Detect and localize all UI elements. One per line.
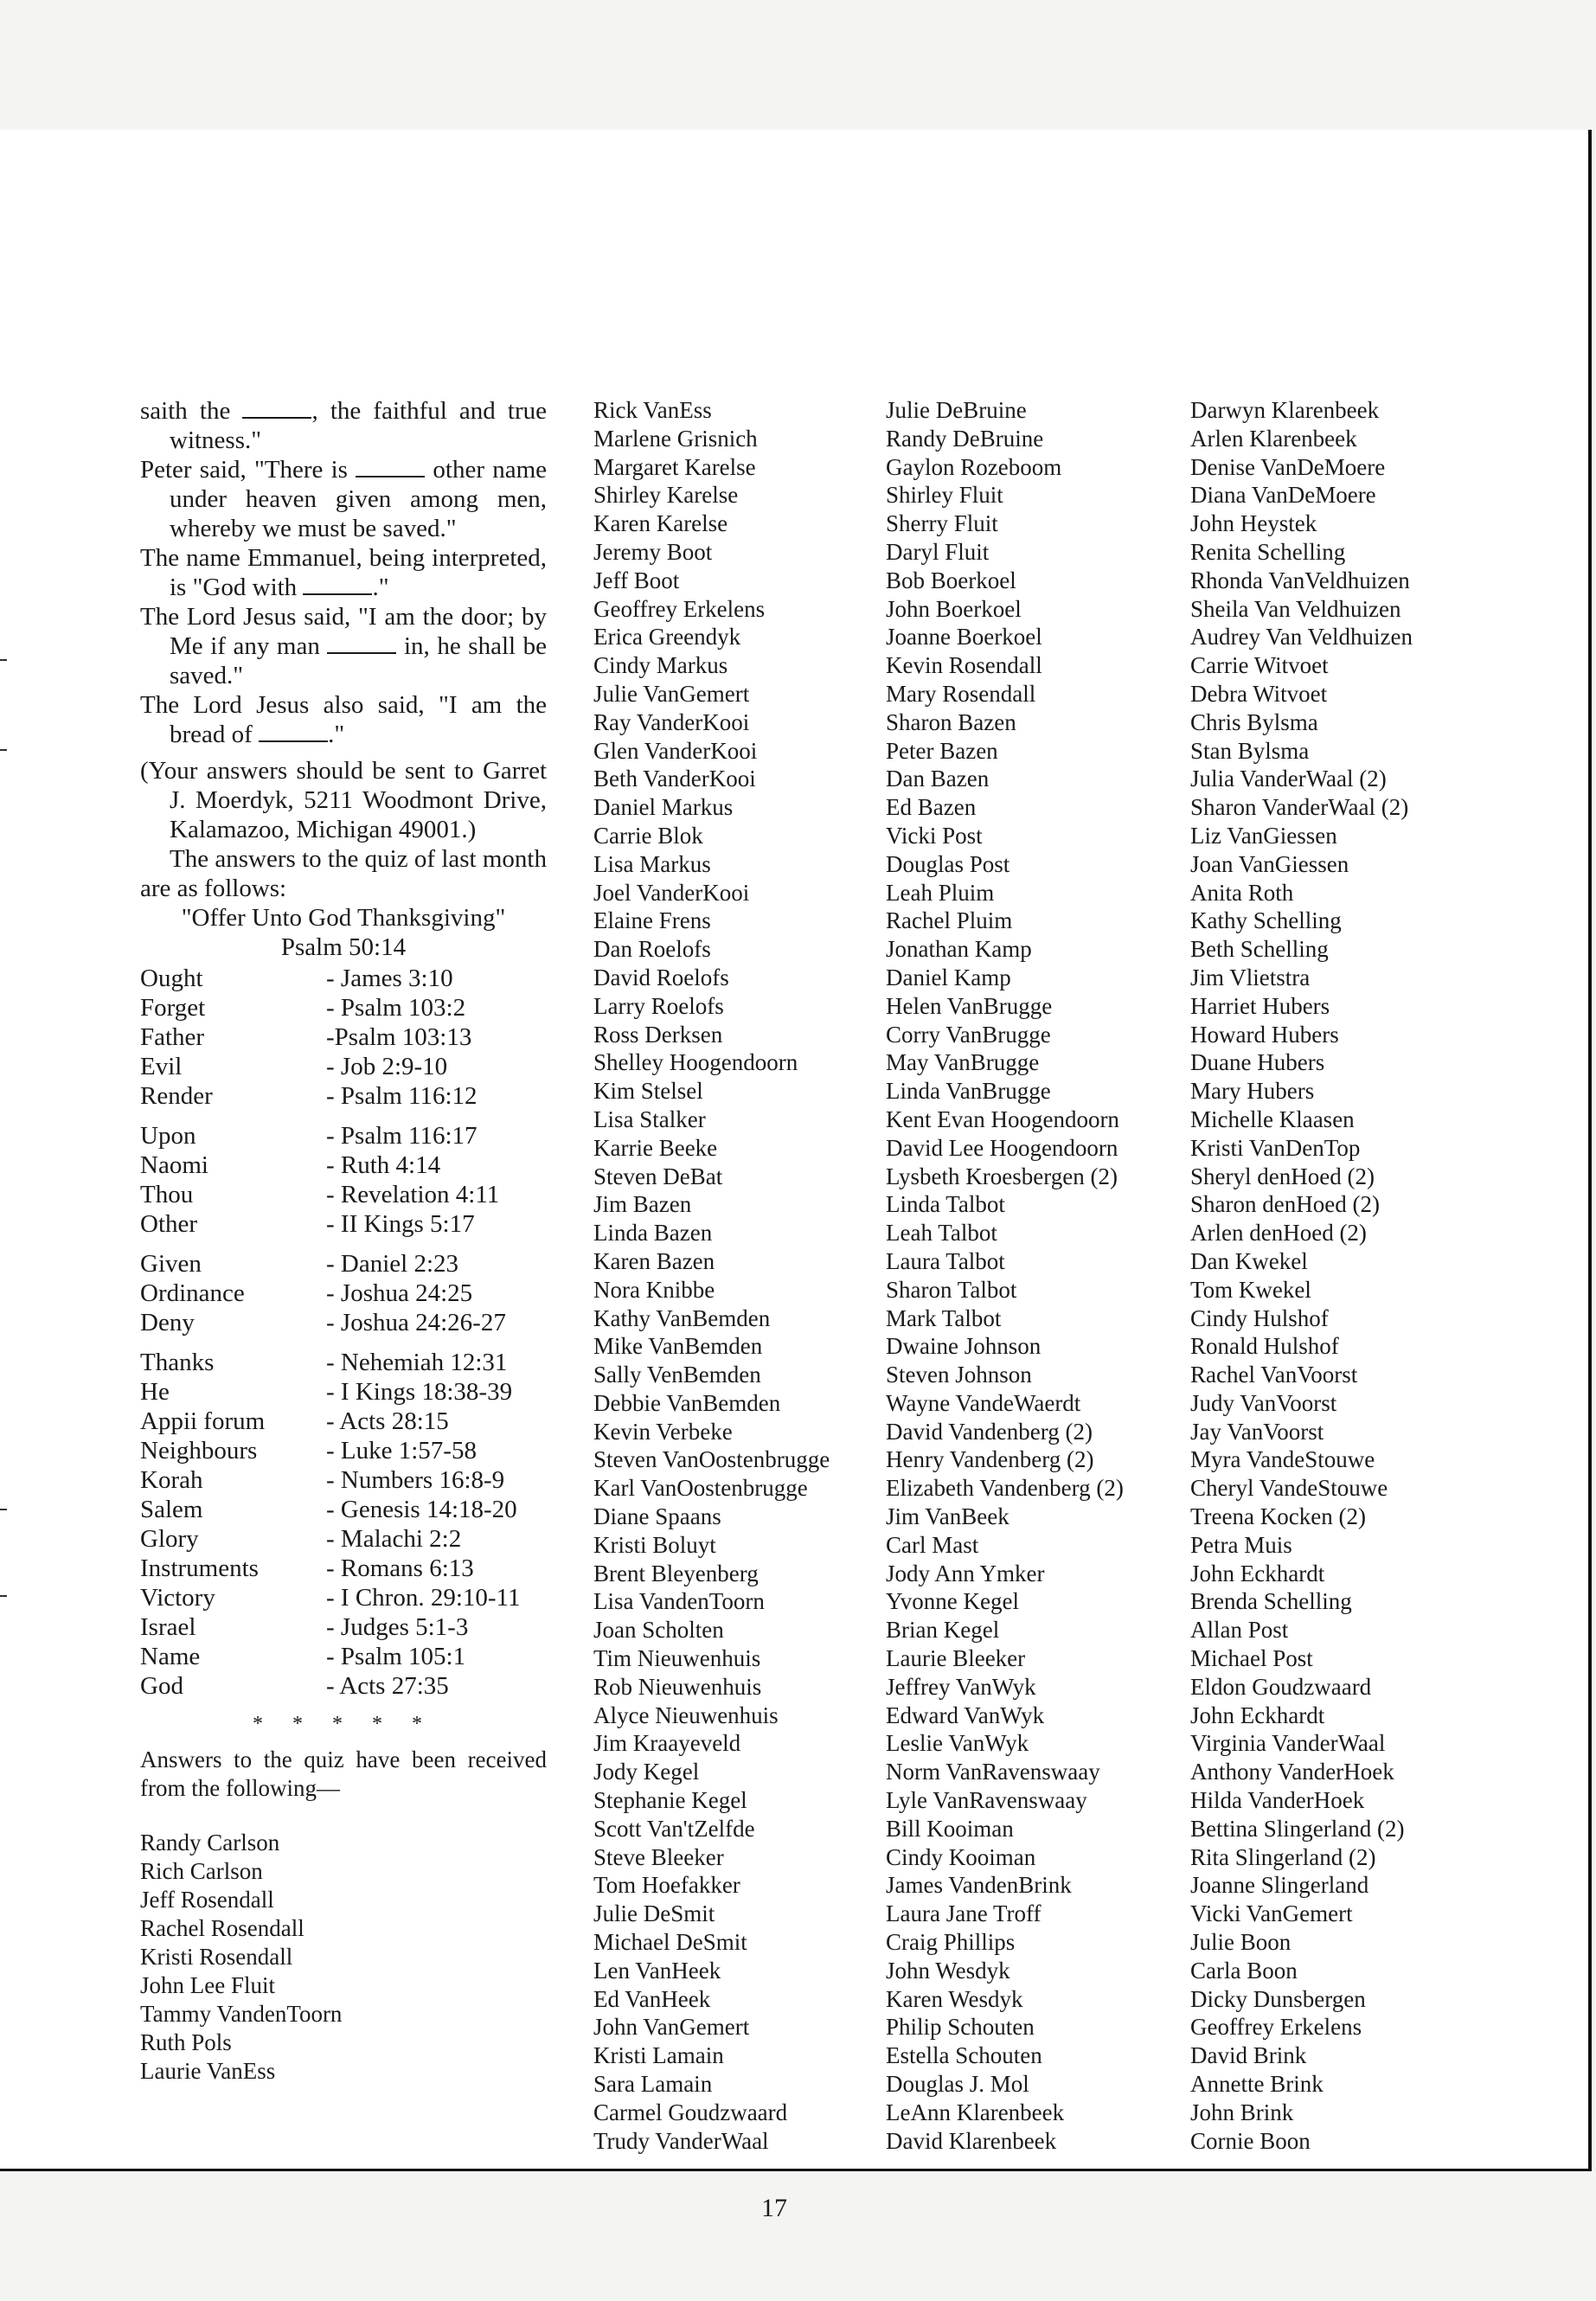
answer-word: Upon	[140, 1122, 196, 1150]
page	[0, 130, 1592, 2222]
respondent-name: Shirley Karelse	[593, 482, 739, 509]
respondent-name: Carla Boon	[1190, 1957, 1298, 1984]
respondent-name: Leslie VanWyk	[886, 1730, 1029, 1757]
answer-row	[140, 1279, 520, 1308]
respondent-name: Treena Kocken (2)	[1190, 1503, 1366, 1530]
respondent-name: David Brink	[1190, 2042, 1307, 2069]
respondent-name: Laura Jane Troff	[886, 1900, 1042, 1927]
respondent-name: Cindy Markus	[593, 652, 728, 679]
respondent-name: Kim Stelsel	[593, 1078, 703, 1105]
respondent-name: Marlene Grisnich	[593, 425, 758, 452]
respondent-name: John VanGemert	[593, 2014, 750, 2041]
respondent-name: Michelle Klaasen	[1190, 1106, 1355, 1132]
edge-mark	[0, 749, 7, 751]
answer-word: Thou	[140, 1181, 194, 1208]
answer-row	[140, 1249, 520, 1279]
respondent-name: Rich Carlson	[140, 1858, 263, 1884]
answer-reference: - Malachi 2:2	[326, 1525, 462, 1553]
answer-row	[140, 1052, 520, 1081]
respondent-name: Karen Bazen	[593, 1247, 715, 1274]
group-gap	[140, 1111, 520, 1121]
respondent-name: Corry VanBrugge	[886, 1021, 1051, 1048]
respondent-name: Tom Hoefakker	[593, 1872, 740, 1899]
answer-word: Forget	[140, 994, 206, 1022]
respondent-name: Kathy VanBemden	[593, 1304, 771, 1331]
respondent-name: Sheryl denHoed (2)	[1190, 1163, 1375, 1189]
respondent-name: Sharon VanderWaal (2)	[1190, 794, 1409, 821]
respondent-name: Sharon Talbot	[886, 1276, 1017, 1303]
respondent-name: Renita Schelling	[1190, 538, 1346, 565]
answer-reference: - Judges 5:1-3	[326, 1613, 469, 1641]
answer-word: Naomi	[140, 1151, 208, 1179]
respondent-name: Diane Spaans	[593, 1503, 721, 1530]
respondent-name: John Wesdyk	[886, 1957, 1010, 1984]
answer-row	[140, 1081, 520, 1111]
answer-reference: - Psalm 103:2	[326, 994, 466, 1022]
respondent-name: Randy Carlson	[140, 1830, 280, 1856]
respondent-name: Lisa Markus	[593, 850, 711, 877]
answer-row	[140, 993, 520, 1022]
respondent-name: Annette Brink	[1190, 2071, 1324, 2098]
respondent-name: Rachel Pluim	[886, 907, 1013, 934]
answer-word: Salem	[140, 1496, 203, 1523]
respondent-name: Henry Vandenberg (2)	[886, 1446, 1094, 1473]
quiz-instructions: (Your answers should be sent to Garret J. Moerdyk, 5211 Woodmont Drive, Kalamazoo, Michigan 49001.)	[140, 757, 547, 843]
respondent-name: Trudy VanderWaal	[593, 2127, 769, 2154]
respondent-name: Mike VanBemden	[593, 1333, 763, 1360]
answer-row	[140, 1022, 520, 1052]
group-gap	[140, 1337, 520, 1348]
respondent-name: Joanne Boerkoel	[886, 624, 1042, 651]
answer-word: Given	[140, 1250, 202, 1278]
answer-blank	[327, 635, 396, 654]
respondent-name: Norm VanRavenswaay	[886, 1759, 1100, 1785]
respondent-name: Laura Talbot	[886, 1247, 1005, 1274]
respondent-name: Jonathan Kamp	[886, 936, 1032, 963]
respondent-name: Darwyn Klarenbeek	[1190, 397, 1380, 423]
answer-word: Ought	[140, 965, 203, 992]
respondent-name: Lyle VanRavenswaay	[886, 1787, 1087, 1814]
respondent-name: Daryl Fluit	[886, 538, 990, 565]
respondent-name: Jim Bazen	[593, 1191, 692, 1218]
answer-reference: - Psalm 116:17	[326, 1122, 478, 1150]
respondent-name: Laurie VanEss	[140, 2058, 276, 2084]
respondent-name: Petra Muis	[1190, 1531, 1292, 1558]
respondent-name: Nora Knibbe	[593, 1276, 715, 1303]
respondent-name: Debbie VanBemden	[593, 1389, 781, 1416]
respondent-name: Vicki Post	[886, 822, 983, 849]
answers-title: "Offer Unto God Thanksgiving"	[181, 904, 506, 932]
respondent-name: Joel VanderKooi	[593, 879, 750, 906]
respondent-name: Mark Talbot	[886, 1304, 1002, 1331]
respondent-name: Julie VanGemert	[593, 680, 750, 707]
respondent-name: LeAnn Klarenbeek	[886, 2099, 1065, 2125]
answers-table	[140, 964, 520, 1701]
respondent-name: Estella Schouten	[886, 2042, 1042, 2069]
answer-reference: - II Kings 5:17	[326, 1210, 475, 1238]
names-list-col1	[140, 1829, 547, 2086]
respondent-name: Jim Kraayeveld	[593, 1730, 741, 1757]
answer-row	[140, 1180, 520, 1209]
respondent-name: Cornie Boon	[1190, 2127, 1311, 2154]
respondent-name: David Vandenberg (2)	[886, 1418, 1093, 1445]
respondent-name: Jody Kegel	[593, 1759, 700, 1785]
respondent-name: Diana VanDeMoere	[1190, 482, 1376, 509]
answer-row	[140, 1150, 520, 1180]
respondent-name: Karen Wesdyk	[886, 1985, 1023, 2012]
respondent-name: Glen VanderKooi	[593, 737, 758, 764]
respondent-name: Dan Bazen	[886, 766, 990, 792]
respondent-name: May VanBrugge	[886, 1049, 1040, 1076]
respondent-name: Lisa Stalker	[593, 1106, 706, 1132]
received-intro: Answers to the quiz have been received from the following—	[140, 1747, 547, 1801]
respondent-name: Geoffrey Erkelens	[1190, 2014, 1362, 2041]
respondent-name: John Heystek	[1190, 510, 1317, 537]
answer-reference: - I Chron. 29:10-11	[326, 1584, 521, 1612]
respondent-name: Sally VenBemden	[593, 1362, 761, 1388]
respondent-name: Carrie Witvoet	[1190, 652, 1329, 679]
respondent-name: Cheryl VandeStouwe	[1190, 1475, 1388, 1502]
answer-row	[140, 1495, 520, 1524]
answer-reference: - Acts 27:35	[326, 1672, 449, 1700]
respondent-name: Anthony VanderHoek	[1190, 1759, 1394, 1785]
stars-divider: * * * * *	[253, 1713, 434, 1735]
respondent-name: Kristi Boluyt	[593, 1531, 716, 1558]
respondent-name: Linda VanBrugge	[886, 1078, 1051, 1105]
respondent-name: Stephanie Kegel	[593, 1787, 747, 1814]
respondent-name: Jay VanVoorst	[1190, 1418, 1324, 1445]
respondent-name: Rick VanEss	[593, 397, 712, 423]
quiz-question-1: saith the , the faithful and true witness."	[140, 397, 548, 454]
respondent-name: Bob Boerkoel	[886, 567, 1016, 593]
respondent-name: Douglas Post	[886, 850, 1010, 877]
respondent-name: Shelley Hoogendoorn	[593, 1049, 798, 1076]
respondent-name: Rob Nieuwenhuis	[593, 1673, 762, 1700]
respondent-name: Margaret Karelse	[593, 453, 756, 480]
respondent-name: Rachel VanVoorst	[1190, 1362, 1358, 1388]
respondent-name: Lysbeth Kroesbergen (2)	[886, 1163, 1118, 1189]
respondent-name: Judy VanVoorst	[1190, 1389, 1337, 1416]
respondent-name: Tammy VandenToorn	[140, 2001, 343, 2027]
answer-reference: - Daniel 2:23	[326, 1250, 459, 1278]
respondent-name: Howard Hubers	[1190, 1021, 1339, 1048]
respondent-name: James VandenBrink	[886, 1872, 1072, 1899]
respondent-name: Kent Evan Hoogendoorn	[886, 1106, 1119, 1132]
answer-reference: - James 3:10	[326, 965, 453, 992]
respondent-name: Daniel Kamp	[886, 964, 1011, 990]
respondent-name: Steve Bleeker	[593, 1843, 724, 1870]
answer-word: Deny	[140, 1309, 195, 1336]
respondent-name: Sharon Bazen	[886, 708, 1016, 735]
answers-intro: The answers to the quiz of last month are as follows:	[140, 845, 547, 902]
respondent-name: Elaine Frens	[593, 907, 711, 934]
respondent-name: Wayne VandeWaerdt	[886, 1389, 1081, 1416]
answer-reference: - I Kings 18:38-39	[326, 1378, 513, 1406]
respondent-name: Bill Kooiman	[886, 1815, 1014, 1842]
answer-blank	[242, 400, 311, 419]
respondent-name: Sherry Fluit	[886, 510, 998, 537]
answer-reference: - Ruth 4:14	[326, 1151, 441, 1179]
respondent-name: Kevin Verbeke	[593, 1418, 733, 1445]
answer-row	[140, 1436, 520, 1465]
respondent-name: Beth VanderKooi	[593, 766, 756, 792]
respondent-name: Hilda VanderHoek	[1190, 1787, 1365, 1814]
respondent-name: Arlen Klarenbeek	[1190, 425, 1357, 452]
respondent-name: John Eckhardt	[1190, 1560, 1325, 1586]
respondent-name: Carrie Blok	[593, 822, 703, 849]
answer-word: Glory	[140, 1525, 199, 1553]
quiz-column	[140, 396, 547, 2086]
respondent-name: Leah Pluim	[886, 879, 995, 906]
answer-row	[140, 1524, 520, 1554]
respondent-name: Bettina Slingerland (2)	[1190, 1815, 1405, 1842]
respondent-name: Jeff Rosendall	[140, 1887, 274, 1913]
answer-row	[140, 1209, 520, 1239]
names-column-3	[886, 396, 1124, 2155]
respondent-name: Alyce Nieuwenhuis	[593, 1702, 779, 1728]
answer-word: Thanks	[140, 1349, 215, 1376]
respondent-name: Steven VanOostenbrugge	[593, 1446, 830, 1473]
answer-word: Other	[140, 1210, 198, 1238]
answer-word: Render	[140, 1082, 213, 1110]
answer-word: Instruments	[140, 1554, 259, 1582]
respondent-name: Karrie Beeke	[593, 1134, 718, 1161]
quiz-question-2: Peter said, "There is other name under heaven given among men, whereby we must be saved."	[140, 456, 548, 542]
page-number: 17	[761, 2194, 787, 2222]
answer-reference: - Psalm 116:12	[326, 1082, 478, 1110]
respondent-name: John Boerkoel	[886, 595, 1022, 622]
respondent-name: Ross Derksen	[593, 1021, 723, 1048]
answer-word: Victory	[140, 1584, 215, 1612]
respondent-name: Michael DeSmit	[593, 1929, 747, 1956]
respondent-name: Cindy Hulshof	[1190, 1304, 1329, 1331]
respondent-name: Tim Nieuwenhuis	[593, 1645, 761, 1672]
answer-row	[140, 1121, 520, 1150]
answer-reference: - Romans 6:13	[326, 1554, 474, 1582]
respondent-name: Shirley Fluit	[886, 482, 1003, 509]
respondent-name: Ronald Hulshof	[1190, 1333, 1339, 1360]
answer-word: God	[140, 1672, 183, 1700]
respondent-name: John Eckhardt	[1190, 1702, 1325, 1728]
respondent-name: Brian Kegel	[886, 1617, 1000, 1644]
answer-row	[140, 1671, 520, 1701]
answer-reference: - Acts 28:15	[326, 1407, 449, 1435]
answer-word: Israel	[140, 1613, 196, 1641]
respondent-name: Anita Roth	[1190, 879, 1294, 906]
answer-reference: - Luke 1:57-58	[326, 1437, 477, 1465]
respondent-name: Stan Bylsma	[1190, 737, 1310, 764]
respondent-name: Steven Johnson	[886, 1362, 1032, 1388]
respondent-name: Helen VanBrugge	[886, 992, 1053, 1019]
answer-row	[140, 964, 520, 993]
respondent-name: Leah Talbot	[886, 1220, 997, 1247]
answer-row	[140, 1642, 520, 1671]
respondent-name: Lisa VandenToorn	[593, 1588, 765, 1615]
respondent-name: Dan Kwekel	[1190, 1247, 1308, 1274]
respondent-name: Dwaine Johnson	[886, 1333, 1042, 1360]
respondent-name: Harriet Hubers	[1190, 992, 1330, 1019]
answer-word: Neighbours	[140, 1437, 258, 1465]
respondent-name: Ed Bazen	[886, 794, 977, 821]
respondent-name: Audrey Van Veldhuizen	[1190, 624, 1413, 651]
answer-row	[140, 1348, 520, 1377]
respondent-name: Linda Talbot	[886, 1191, 1005, 1218]
edge-mark	[0, 1509, 7, 1510]
answer-blank	[356, 458, 425, 478]
respondent-name: Duane Hubers	[1190, 1049, 1325, 1076]
answer-row	[140, 1465, 520, 1495]
respondent-name: Joan VanGiessen	[1190, 850, 1349, 877]
answer-word: Name	[140, 1643, 201, 1670]
quiz-question-5: The Lord Jesus also said, "I am the bread of ."	[140, 691, 547, 748]
respondent-name: Jim VanBeek	[886, 1503, 1010, 1530]
respondent-name: Larry Roelofs	[593, 992, 724, 1019]
respondent-name: Jody Ann Ymker	[886, 1560, 1045, 1586]
answer-word: Ordinance	[140, 1279, 245, 1307]
respondent-name: Ray VanderKooi	[593, 708, 750, 735]
respondent-name: Randy DeBruine	[886, 425, 1044, 452]
answer-row	[140, 1377, 520, 1407]
respondent-name: Yvonne Kegel	[886, 1588, 1019, 1615]
respondent-name: Arlen denHoed (2)	[1190, 1220, 1367, 1247]
respondent-name: Craig Phillips	[886, 1929, 1016, 1956]
respondent-name: David Lee Hoogendoorn	[886, 1134, 1118, 1161]
respondent-name: Sharon denHoed (2)	[1190, 1191, 1380, 1218]
answer-row	[140, 1612, 520, 1642]
respondent-name: Joanne Slingerland	[1190, 1872, 1369, 1899]
respondent-name: Liz VanGiessen	[1190, 822, 1337, 849]
respondent-name: Gaylon Rozeboom	[886, 453, 1062, 480]
answer-reference: - Joshua 24:25	[326, 1279, 473, 1307]
answer-word: Appii forum	[140, 1407, 266, 1435]
answer-word: He	[140, 1378, 170, 1406]
respondent-name: Eldon Goudzwaard	[1190, 1673, 1372, 1700]
answer-reference: - Genesis 14:18-20	[326, 1496, 517, 1523]
respondent-name: Philip Schouten	[886, 2014, 1035, 2041]
respondent-name: Cindy Kooiman	[886, 1843, 1036, 1870]
respondent-name: Scott Van'tZelfde	[593, 1815, 755, 1842]
respondent-name: Brenda Schelling	[1190, 1588, 1352, 1615]
answer-reference: - Joshua 24:26-27	[326, 1309, 506, 1336]
respondent-name: Allan Post	[1190, 1617, 1289, 1644]
answer-reference: - Nehemiah 12:31	[326, 1349, 508, 1376]
respondent-name: Erica Greendyk	[593, 624, 741, 651]
answer-reference: - Job 2:9-10	[326, 1053, 448, 1080]
respondent-name: Carmel Goudzwaard	[593, 2099, 788, 2125]
respondent-name: Julie DeBruine	[886, 397, 1027, 423]
respondent-name: Julie DeSmit	[593, 1900, 715, 1927]
respondent-name: David Klarenbeek	[886, 2127, 1057, 2154]
edge-mark	[0, 1595, 7, 1597]
answer-row	[140, 1554, 520, 1583]
respondent-name: Michael Post	[1190, 1645, 1313, 1672]
respondent-name: Mary Hubers	[1190, 1078, 1315, 1105]
respondent-name: Daniel Markus	[593, 794, 734, 821]
names-column-4	[1190, 396, 1413, 2155]
answer-row	[140, 1407, 520, 1436]
answer-blank	[259, 723, 328, 742]
respondent-name: Steven DeBat	[593, 1163, 723, 1189]
respondent-name: Jim Vlietstra	[1190, 964, 1311, 990]
respondent-name: Sara Lamain	[593, 2071, 713, 2098]
answer-row	[140, 1308, 520, 1337]
respondent-name: Julie Boon	[1190, 1929, 1292, 1956]
respondent-name: Kevin Rosendall	[886, 652, 1042, 679]
respondent-name: Debra Witvoet	[1190, 680, 1328, 707]
respondent-name: Joan Scholten	[593, 1617, 724, 1644]
answers-psalm: Psalm 50:14	[280, 933, 407, 961]
respondent-name: Rita Slingerland (2)	[1190, 1843, 1376, 1870]
answer-word: Evil	[140, 1053, 183, 1080]
answer-word: Korah	[140, 1466, 203, 1494]
quiz-question-3: The name Emmanuel, being interpreted, is "God with ."	[140, 544, 547, 601]
respondent-name: Mary Rosendall	[886, 680, 1036, 707]
respondent-name: John Lee Fluit	[140, 1972, 275, 1998]
respondent-name: Vicki VanGemert	[1190, 1900, 1353, 1927]
answer-reference: -Psalm 103:13	[326, 1023, 472, 1051]
respondent-name: Ed VanHeek	[593, 1985, 711, 2012]
answer-reference: - Numbers 16:8-9	[326, 1466, 505, 1494]
respondent-name: Ruth Pols	[140, 2029, 232, 2055]
group-gap	[140, 1239, 520, 1249]
respondent-name: Elizabeth Vandenberg (2)	[886, 1475, 1124, 1502]
respondent-name: John Brink	[1190, 2099, 1294, 2125]
respondent-name: Beth Schelling	[1190, 936, 1329, 963]
respondent-name: Virginia VanderWaal	[1190, 1730, 1386, 1757]
respondent-name: Karen Karelse	[593, 510, 728, 537]
answer-blank	[303, 576, 372, 595]
answer-reference: - Psalm 105:1	[326, 1643, 466, 1670]
respondent-name: Kristi VanDenTop	[1190, 1134, 1361, 1161]
respondent-name: Dan Roelofs	[593, 936, 711, 963]
answer-word: Father	[140, 1023, 205, 1051]
answer-reference: - Revelation 4:11	[326, 1181, 500, 1208]
respondent-name: Peter Bazen	[886, 737, 998, 764]
quiz-question-4: The Lord Jesus said, "I am the door; by Me if any man in, he shall be saved."	[140, 603, 547, 689]
respondent-name: Geoffrey Erkelens	[593, 595, 766, 622]
respondent-name: Jeremy Boot	[593, 538, 713, 565]
respondent-name: Rhonda VanVeldhuizen	[1190, 567, 1410, 593]
respondent-name: Len VanHeek	[593, 1957, 721, 1984]
respondent-name: Laurie Bleeker	[886, 1645, 1026, 1672]
respondent-name: Chris Bylsma	[1190, 708, 1318, 735]
respondent-name: Sheila Van Veldhuizen	[1190, 595, 1401, 622]
respondent-name: Douglas J. Mol	[886, 2071, 1029, 2098]
respondent-name: Kristi Rosendall	[140, 1944, 293, 1970]
respondent-name: David Roelofs	[593, 964, 729, 990]
respondent-name: Kathy Schelling	[1190, 907, 1342, 934]
respondent-name: Dicky Dunsbergen	[1190, 1985, 1366, 2012]
edge-mark	[0, 659, 7, 661]
names-column-2	[593, 396, 830, 2155]
respondent-name: Rachel Rosendall	[140, 1915, 304, 1941]
respondent-name: Linda Bazen	[593, 1220, 713, 1247]
respondent-name: Edward VanWyk	[886, 1702, 1045, 1728]
respondent-name: Jeffrey VanWyk	[886, 1673, 1036, 1700]
respondent-name: Carl Mast	[886, 1531, 979, 1558]
respondent-name: Tom Kwekel	[1190, 1276, 1311, 1303]
respondent-name: Karl VanOostenbrugge	[593, 1475, 808, 1502]
respondent-name: Myra VandeStouwe	[1190, 1446, 1375, 1473]
respondent-name: Kristi Lamain	[593, 2042, 724, 2069]
respondent-name: Brent Bleyenberg	[593, 1560, 759, 1586]
respondent-name: Jeff Boot	[593, 567, 680, 593]
respondent-name: Julia VanderWaal (2)	[1190, 766, 1387, 792]
respondent-name: Denise VanDeMoere	[1190, 453, 1386, 480]
answer-row	[140, 1583, 520, 1612]
